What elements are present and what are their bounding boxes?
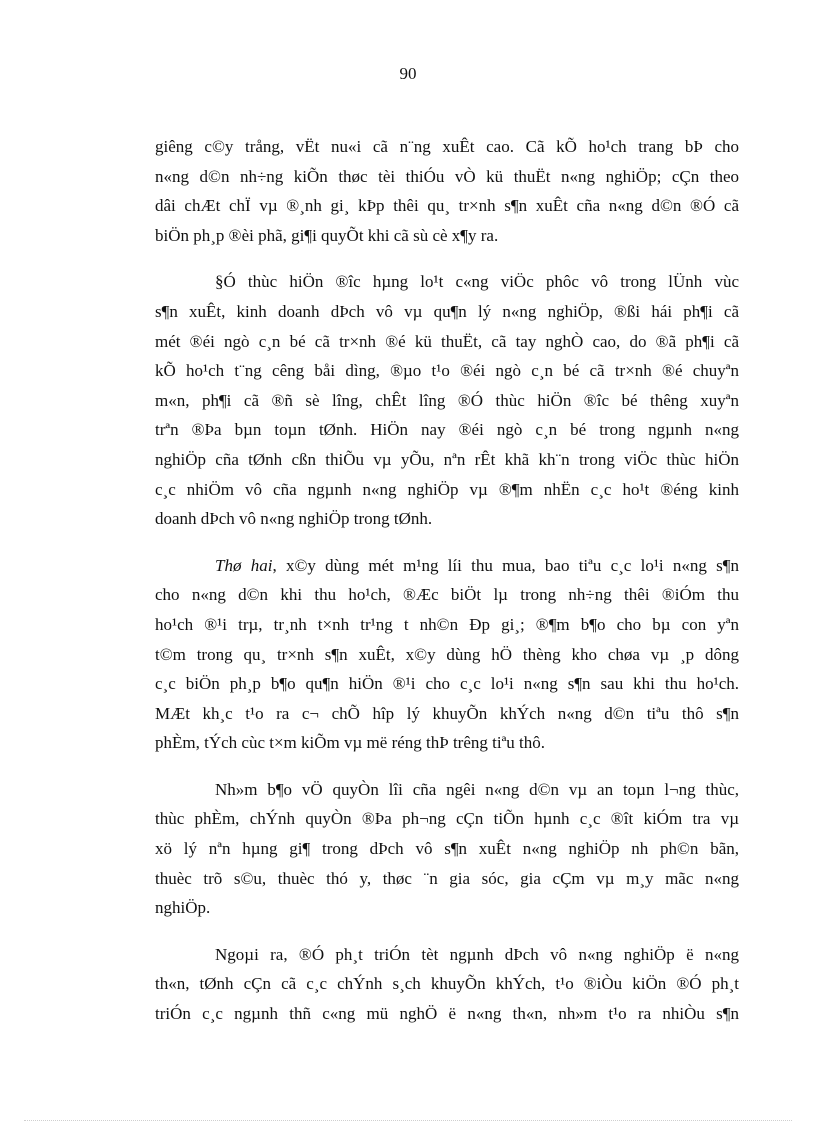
text-line-content: Nh»m b¶o vÖ quyÒn lîi cña ngêi n«ng d©n vµ an toµn l¬ng thùc, xyxy=(215,779,739,799)
text-line-content: §Ó thùc hiÖn ®îc hµng lo¹t c«ng viÖc phôc vô trong lÜnh vùc xyxy=(215,272,739,292)
text-line: nghiÖp. xyxy=(155,898,211,918)
text-line: c¸c biÖn ph¸p b¶o qu¶n hiÖn ®¹i cho c¸c lo¹i n«ng s¶n sau khi thu ho¹ch. xyxy=(155,674,739,694)
paragraph xyxy=(155,940,739,1029)
text-line: cho n«ng d©n khi thu ho¹ch, ®Æc biÖt lµ trong nh÷ng thêi ®iÓm thu xyxy=(155,585,739,605)
paragraph xyxy=(155,267,739,533)
body-text xyxy=(155,132,739,1046)
text-line: giêng c©y trång, vËt nu«i cã n¨ng xuÊt cao. Cã kÕ ho¹ch trang bÞ cho xyxy=(155,137,739,156)
text-line: s¶n xuÊt, kinh doanh dÞch vô vµ qu¶n lý n«ng nghiÖp, ®ßi hái ph¶i cã xyxy=(155,301,739,321)
text-line: n«ng d©n nh÷ng kiÕn thøc tèi thiÓu vÒ kü thuËt n«ng nghiÖp; cÇn theo xyxy=(155,166,739,186)
text-line: dâi chÆt chÏ vµ ®¸nh gi¸ kÞp thêi qu¸ tr×nh s¶n xuÊt cña n«ng d©n ®Ó cã xyxy=(155,196,739,216)
text-line: nghiÖp cña tØnh cßn thiÕu vµ yÕu, nªn rÊt khã kh¨n trong viÖc thùc hiÖn xyxy=(155,449,739,469)
text-line: phÈm, tÝch cùc t×m kiÕm vµ më réng thÞ trêng tiªu thô. xyxy=(155,733,545,753)
text-line: doanh dÞch vô n«ng nghiÖp trong tØnh. xyxy=(155,509,433,529)
text-line: thuèc trõ s©u, thuèc thó y, thøc ¨n gia sóc, gia cÇm vµ m¸y mãc n«ng xyxy=(155,868,739,888)
text-line xyxy=(155,940,739,970)
text-line xyxy=(155,267,739,297)
page-number: 90 xyxy=(399,64,417,83)
text-line: t©m trong qu¸ tr×nh s¶n xuÊt, x©y dùng hÖ thèng kho chøa vµ ¸p dông xyxy=(155,644,739,664)
text-line: c¸c nhiÖm vô cña ngµnh n«ng nghiÖp vµ ®¶m nhËn c¸c ho¹t ®éng kinh xyxy=(155,479,739,499)
text-line: ho¹ch ®¹i trµ, tr¸nh t×nh tr¹ng t nh©n Ðp gi¸; ®¶m b¶o cho bµ con yªn xyxy=(155,614,739,634)
text-line-content: , x©y dùng mét m¹ng líi thu mua, bao tiªu c¸c lo¹i n«ng s¶n xyxy=(272,555,739,575)
text-line: triÓn c¸c ngµnh thñ c«ng mü nghÖ ë n«ng th«n, nh»m t¹o ra nhiÒu s¶n xyxy=(155,1004,739,1024)
text-line-content: Ngoµi ra, ®Ó ph¸t triÓn tèt ngµnh dÞch vô n«ng nghiÖp ë n«ng xyxy=(215,944,739,964)
text-line: trªn ®Þa bµn toµn tØnh. HiÖn nay ®éi ngò c¸n bé trong ngµnh n«ng xyxy=(155,420,739,440)
text-line: th«n, tØnh cÇn cã c¸c chÝnh s¸ch khuyÕn khÝch, t¹o ®iÒu kiÖn ®Ó ph¸t xyxy=(155,974,739,994)
page-bottom-divider xyxy=(24,1120,792,1121)
text-line: MÆt kh¸c t¹o ra c¬ chÕ hîp lý khuyÕn khÝch n«ng d©n tiªu thô s¶n xyxy=(155,703,739,723)
text-line xyxy=(155,775,739,805)
text-line: kÕ ho¹ch t¨ng cêng båi dìng, ®µo t¹o ®éi ngò c¸n bé cã tr×nh ®é chuyªn xyxy=(155,361,739,381)
text-line xyxy=(155,551,739,581)
text-line: m«n, ph¶i cã ®ñ sè lîng, chÊt lîng ®Ó thùc hiÖn ®îc bé thêng xuyªn xyxy=(155,390,739,410)
paragraph xyxy=(155,132,739,250)
paragraph-lead-italic: Thø hai xyxy=(215,555,273,575)
paragraph xyxy=(155,775,739,923)
text-line: xö lý nªn hµng gi¶ trong dÞch vô s¶n xuÊt n«ng nghiÖp nh ph©n bãn, xyxy=(155,839,739,859)
paragraph xyxy=(155,551,739,758)
text-line: mét ®éi ngò c¸n bé cã tr×nh ®é kü thuËt, cã tay nghÒ cao, do ®ã ph¶i cã xyxy=(155,331,739,351)
text-line: biÖn ph¸p ®èi phã, gi¶i quyÕt khi cã sù cè x¶y ra. xyxy=(155,225,499,245)
text-line: thùc phÈm, chÝnh quyÒn ®Þa ph¬ng cÇn tiÕn hµnh c¸c ®ît kiÓm tra vµ xyxy=(155,809,739,829)
